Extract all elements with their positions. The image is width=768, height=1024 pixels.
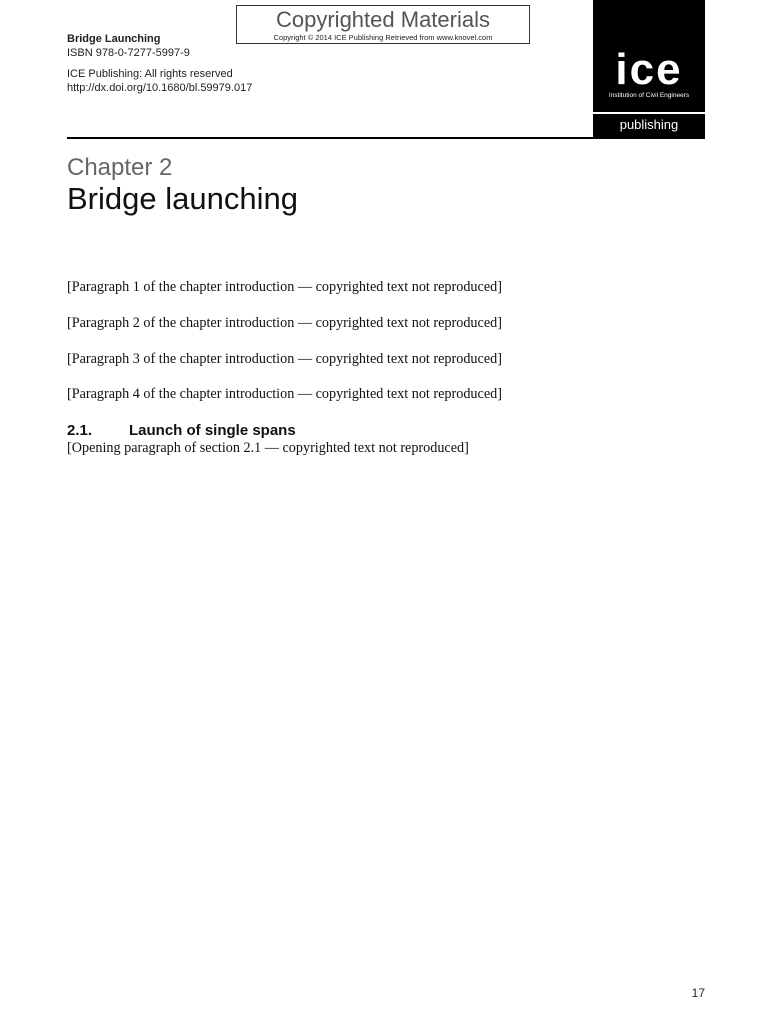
logo-divider [593,112,705,114]
body-paragraph: [Paragraph 4 of the chapter introduction — copyrighted text not reproduced] [67,386,502,403]
rights-notice: ICE Publishing: All rights reserved [67,68,233,80]
page-number: 17 [691,986,705,1000]
chapter-label: Chapter 2 [67,154,173,181]
chapter-body [67,279,705,476]
book-meta [67,33,252,95]
stamp-title: Copyrighted Materials [276,7,490,32]
section-title: Launch of single spans [129,422,296,440]
section-heading [67,422,705,440]
body-paragraph: [Paragraph 3 of the chapter introduction — copyrighted text not reproduced] [67,350,502,367]
logo-mark: ice [615,45,683,94]
section-number: 2.1. [67,422,93,440]
copyright-stamp [236,5,530,44]
logo-tagline: Institution of Civil Engineers [608,92,690,99]
isbn: ISBN 978-0-7277-5997-9 [67,46,190,59]
body-paragraph: [Paragraph 2 of the chapter introduction — copyrighted text not reproduced] [67,314,502,331]
doi-link[interactable]: http://dx.doi.org/10.1680/bl.59979.017 [67,81,253,94]
book-title: Bridge Launching [67,33,161,45]
logo-publishing: publishing [619,117,679,132]
chapter-title: Bridge launching [67,181,298,216]
stamp-subtitle: Copyright © 2014 ICE Publishing Retrieved from www.knovel.com [273,33,493,42]
ice-publishing-logo [593,0,705,138]
header-rule [67,137,705,139]
section-paragraph: [Opening paragraph of section 2.1 — copyrighted text not reproduced] [67,440,469,457]
body-paragraph: [Paragraph 1 of the chapter introduction — copyrighted text not reproduced] [67,279,502,295]
